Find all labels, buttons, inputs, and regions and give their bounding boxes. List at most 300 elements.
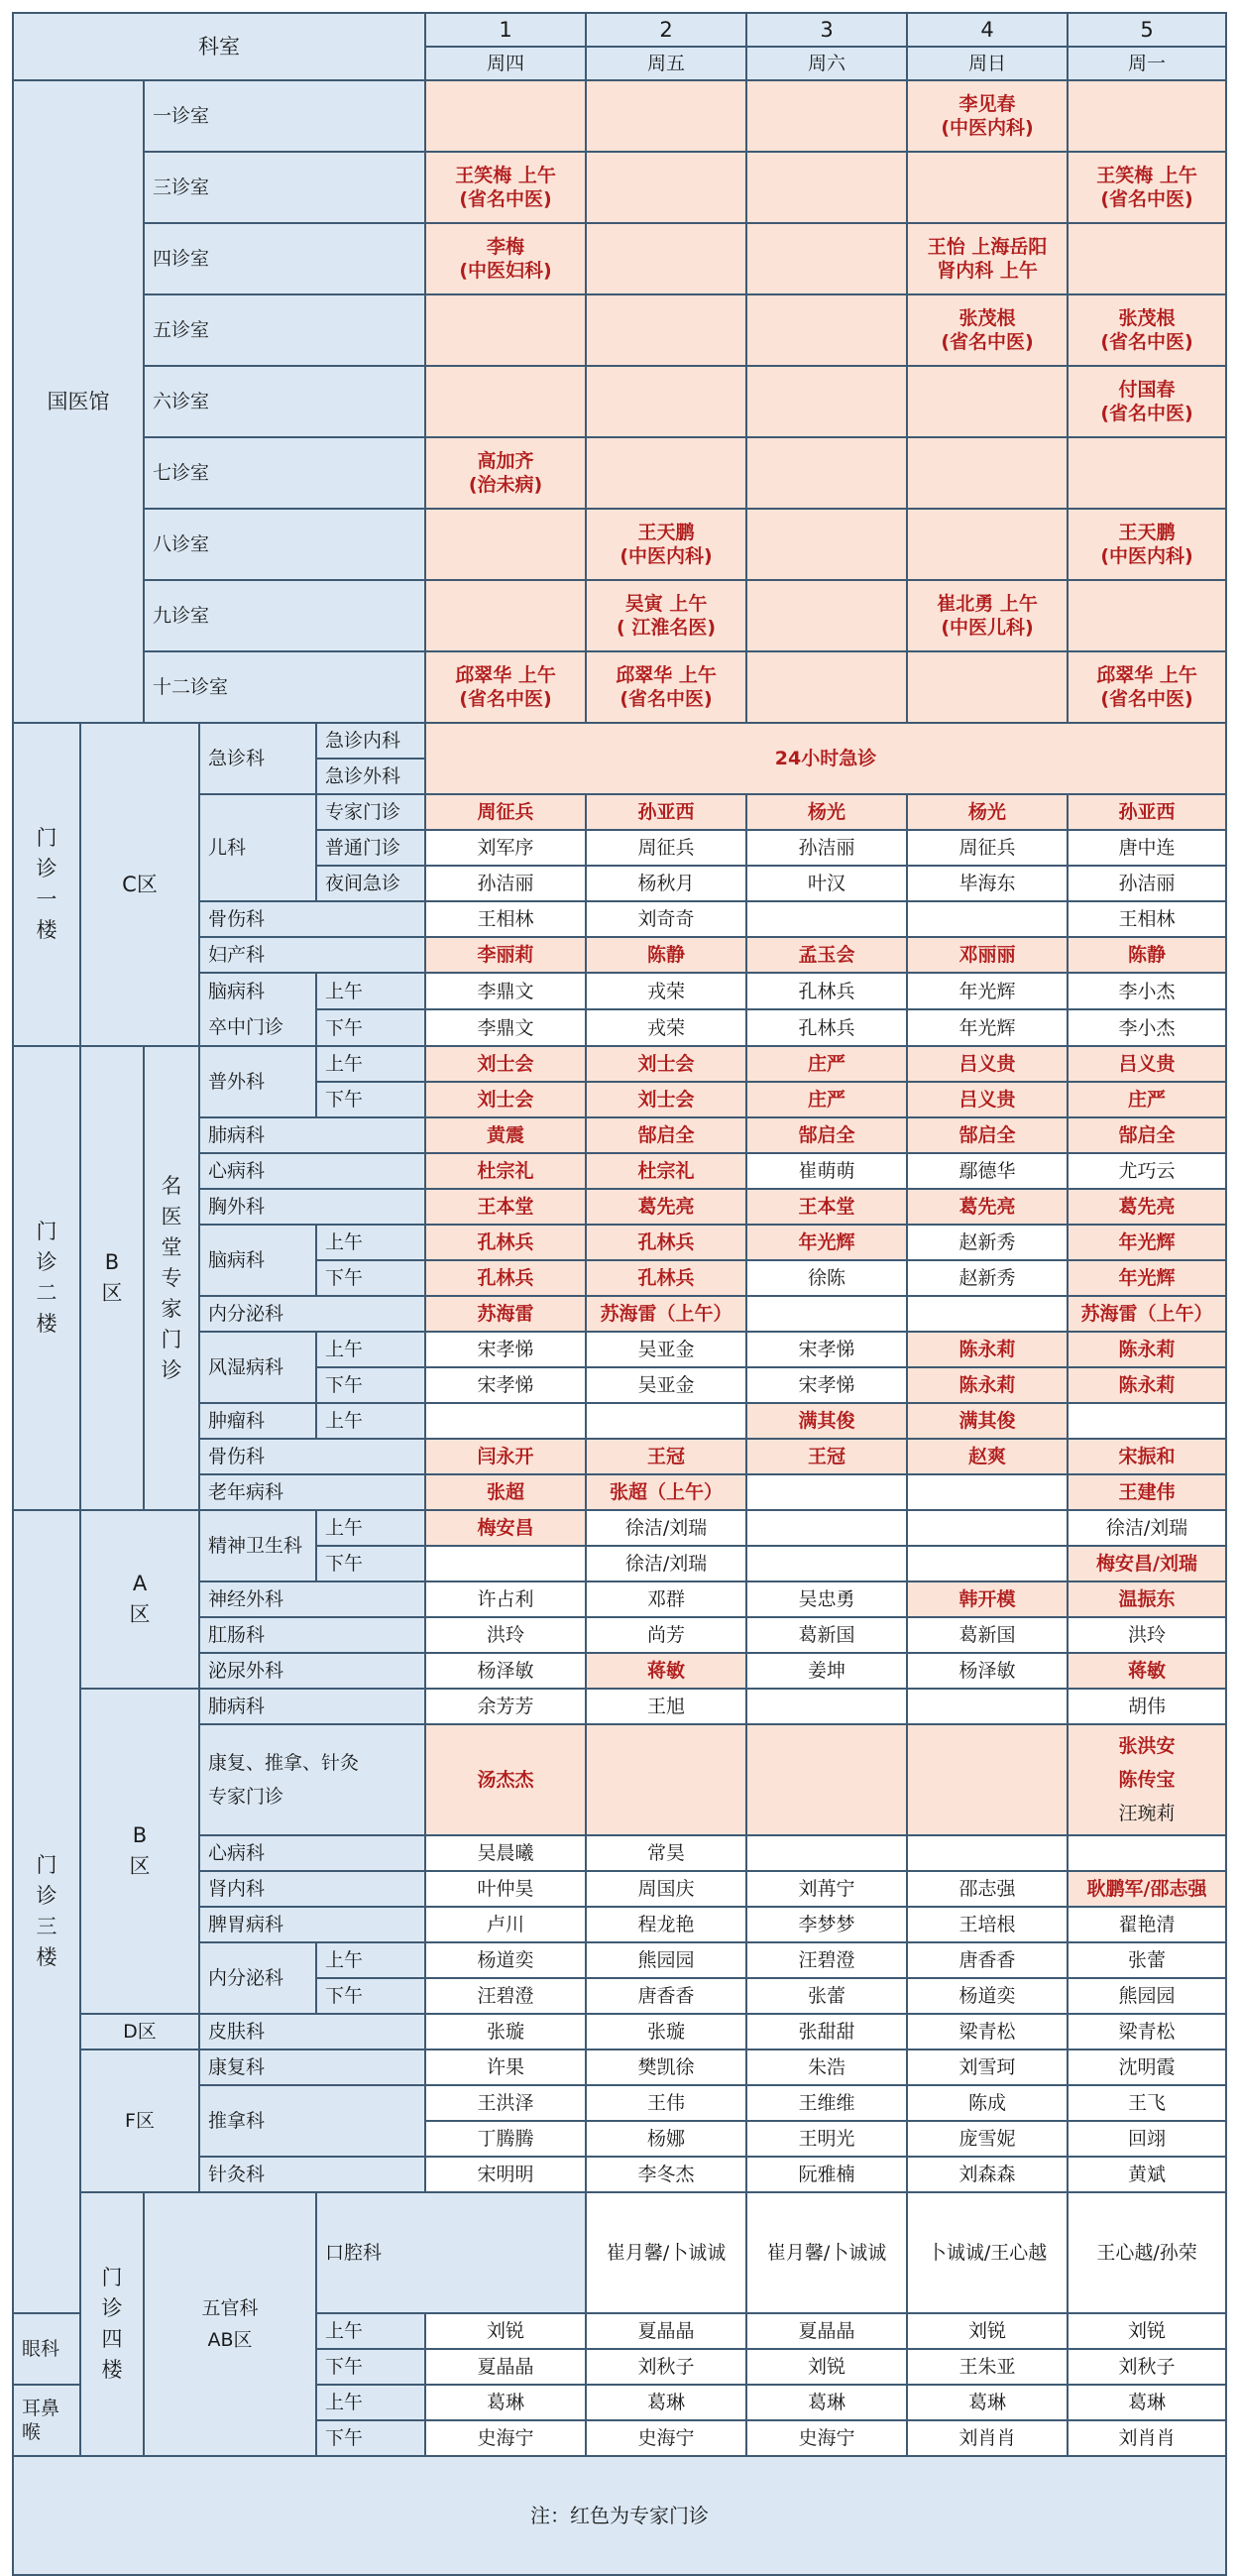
schedule-cell: 王心越/孙荣 <box>1068 2192 1226 2313</box>
schedule-cell: 尚芳 <box>586 1617 746 1653</box>
schedule-cell <box>907 901 1068 937</box>
schedule-cell: 刘士会 <box>586 1046 746 1082</box>
sub-label: 上午 <box>316 1046 425 1082</box>
room-label: 十二诊室 <box>144 651 425 723</box>
schedule-cell: 徐洁/刘瑞 <box>586 1546 746 1581</box>
schedule-cell <box>746 80 907 152</box>
zone-d-label: D区 <box>80 2014 199 2049</box>
schedule-cell: 葛新国 <box>907 1617 1068 1653</box>
sub-label: 下午 <box>316 1082 425 1117</box>
schedule-cell <box>746 1474 907 1510</box>
gyg-row <box>13 80 1226 152</box>
schedule-cell: 陈永莉 <box>1068 1332 1226 1367</box>
schedule-cell <box>1068 1403 1226 1439</box>
schedule-cell <box>907 152 1068 223</box>
schedule-cell: 常昊 <box>586 1835 746 1871</box>
gyg-row <box>13 437 1226 509</box>
room-label: 七诊室 <box>144 437 425 509</box>
schedule-cell: 唐中连 <box>1068 830 1226 866</box>
header-weekday: 周四 <box>425 47 586 80</box>
schedule-cell: 刘秋子 <box>586 2349 746 2385</box>
schedule-cell <box>907 1296 1068 1332</box>
schedule-cell: 毕海东 <box>907 866 1068 901</box>
schedule-cell: 满其俊 <box>746 1403 907 1439</box>
sub-label: 下午 <box>316 1009 425 1046</box>
sub-label: 上午 <box>316 1403 425 1439</box>
dept-label: 康复科 <box>199 2049 425 2085</box>
schedule-cell <box>425 366 586 437</box>
header-row-1 <box>13 13 1226 47</box>
schedule-cell <box>1068 1835 1226 1871</box>
schedule-cell <box>746 901 907 937</box>
schedule-cell: 王本堂 <box>425 1189 586 1225</box>
schedule-cell: 李鼎文 <box>425 973 586 1009</box>
dept-label: 针灸科 <box>199 2157 425 2192</box>
schedule-cell: 宋孝悌 <box>425 1332 586 1367</box>
schedule-cell: 王旭 <box>586 1689 746 1724</box>
schedule-cell <box>746 152 907 223</box>
dept-label: 眼科 <box>13 2313 80 2385</box>
dept-label: 普外科 <box>199 1046 316 1117</box>
schedule-cell: 宋孝悌 <box>746 1332 907 1367</box>
header-day: 1 <box>425 13 586 47</box>
header-day: 5 <box>1068 13 1226 47</box>
schedule-cell: 高加齐 (治未病) <box>425 437 586 509</box>
room-label: 四诊室 <box>144 223 425 294</box>
schedule-cell: 刘雪珂 <box>907 2049 1068 2085</box>
schedule-cell: 卢川 <box>425 1907 586 1942</box>
schedule-cell: 蒋敏 <box>1068 1653 1226 1689</box>
schedule-cell: 崔萌萌 <box>746 1153 907 1189</box>
schedule-cell: 史海宁 <box>746 2420 907 2456</box>
schedule-cell: 庄严 <box>746 1046 907 1082</box>
sub-label: 急诊内科 <box>316 723 425 759</box>
schedule-cell: 邵志强 <box>907 1871 1068 1907</box>
schedule-cell: 孔林兵 <box>586 1260 746 1296</box>
schedule-cell: 张蕾 <box>1068 1942 1226 1978</box>
schedule-cell: 沈明霞 <box>1068 2049 1226 2085</box>
header-weekday: 周日 <box>907 47 1068 80</box>
schedule-cell: 李见春 (中医内科) <box>907 80 1068 152</box>
mz1-row <box>13 723 1226 759</box>
schedule-cell: 杜宗礼 <box>586 1153 746 1189</box>
schedule-cell <box>746 1724 907 1835</box>
schedule-cell: 黄斌 <box>1068 2157 1226 2192</box>
schedule-cell: 宋孝悌 <box>746 1367 907 1403</box>
schedule-cell: 葛琳 <box>586 2385 746 2420</box>
schedule-cell: 陈永莉 <box>907 1332 1068 1367</box>
schedule-cell: 王冠 <box>586 1439 746 1474</box>
schedule-cell: 付国春 (省名中医) <box>1068 366 1226 437</box>
schedule-cell: 杨光 <box>746 794 907 830</box>
sub-label: 急诊外科 <box>316 759 425 794</box>
schedule-cell: 孙亚西 <box>586 794 746 830</box>
schedule-cell: 吴亚金 <box>586 1332 746 1367</box>
schedule-cell <box>1068 580 1226 651</box>
schedule-cell <box>586 366 746 437</box>
schedule-cell <box>746 294 907 366</box>
schedule-cell: 孔林兵 <box>586 1225 746 1260</box>
dept-label: 脑病科 <box>199 1225 316 1296</box>
schedule-cell: 王笑梅 上午 (省名中医) <box>425 152 586 223</box>
zone-b-label: B 区 <box>80 1046 144 1510</box>
sub-label: 上午 <box>316 1332 425 1367</box>
schedule-cell: 吕义贵 <box>907 1082 1068 1117</box>
sub-label: 下午 <box>316 2349 425 2385</box>
mz3-row <box>13 2049 1226 2085</box>
schedule-cell: 余芳芳 <box>425 1689 586 1724</box>
regular-name: 汪琬莉 <box>1118 1803 1176 1824</box>
header-day: 3 <box>746 13 907 47</box>
schedule-cell: 满其俊 <box>907 1403 1068 1439</box>
schedule-cell: 王天鹏 (中医内科) <box>1068 509 1226 580</box>
sub-label: 上午 <box>316 2385 425 2420</box>
schedule-cell <box>746 1689 907 1724</box>
schedule-cell: 姜坤 <box>746 1653 907 1689</box>
mz3-row <box>13 2014 1226 2049</box>
header-weekday: 周一 <box>1068 47 1226 80</box>
schedule-cell: 孔林兵 <box>425 1260 586 1296</box>
schedule-cell: 宋振和 <box>1068 1439 1226 1474</box>
schedule-cell: 庞雪妮 <box>907 2121 1068 2157</box>
floor-3-label: 门 诊 三 楼 <box>13 1510 80 2313</box>
schedule-table <box>12 12 1227 2576</box>
schedule-cell: 张超 <box>425 1474 586 1510</box>
schedule-cell <box>425 80 586 152</box>
schedule-cell: 杨道奕 <box>907 1978 1068 2014</box>
schedule-cell: 张甜甜 <box>746 2014 907 2049</box>
schedule-cell <box>1068 1724 1226 1835</box>
schedule-cell: 杨泽敏 <box>425 1653 586 1689</box>
dept-label: 皮肤科 <box>199 2014 425 2049</box>
schedule-cell: 孙亚西 <box>1068 794 1226 830</box>
schedule-cell: 刘锐 <box>425 2313 586 2349</box>
dept-label: 心病科 <box>199 1153 425 1189</box>
schedule-cell: 张茂根 (省名中医) <box>907 294 1068 366</box>
dept-label: 风湿病科 <box>199 1332 316 1403</box>
schedule-cell: 葛琳 <box>425 2385 586 2420</box>
schedule-cell <box>907 437 1068 509</box>
schedule-cell <box>586 1403 746 1439</box>
dept-label: 内分泌科 <box>199 1296 425 1332</box>
schedule-cell: 郜启全 <box>746 1117 907 1153</box>
schedule-cell: 程龙艳 <box>586 1907 746 1942</box>
schedule-cell: 周征兵 <box>907 830 1068 866</box>
sub-label: 上午 <box>316 973 425 1009</box>
schedule-cell: 张超（上午） <box>586 1474 746 1510</box>
schedule-cell: 梅安昌 <box>425 1510 586 1546</box>
schedule-cell: 鄢德华 <box>907 1153 1068 1189</box>
schedule-cell: 汪碧澄 <box>746 1942 907 1978</box>
schedule-cell: 邱翠华 上午 (省名中医) <box>425 651 586 723</box>
gyg-row <box>13 580 1226 651</box>
dept-label: 胸外科 <box>199 1189 425 1225</box>
emergency-cell: 24小时急诊 <box>425 723 1226 794</box>
schedule-cell: 吕义贵 <box>1068 1046 1226 1082</box>
schedule-cell: 唐香香 <box>586 1978 746 2014</box>
schedule-cell: 孟玉会 <box>746 937 907 973</box>
famous-doctor-hall-label: 名 医 堂 专 家 门 诊 <box>144 1046 199 1510</box>
schedule-cell: 熊园园 <box>1068 1978 1226 2014</box>
gyg-row <box>13 651 1226 723</box>
schedule-cell: 崔北勇 上午 (中医儿科) <box>907 580 1068 651</box>
schedule-cell: 史海宁 <box>425 2420 586 2456</box>
schedule-cell <box>746 1546 907 1581</box>
dept-label: 肿瘤科 <box>199 1403 316 1439</box>
dept-label: 神经外科 <box>199 1581 425 1617</box>
schedule-cell <box>907 651 1068 723</box>
schedule-cell: 王相林 <box>425 901 586 937</box>
schedule-cell: 回翊 <box>1068 2121 1226 2157</box>
schedule-cell: 刘奇奇 <box>586 901 746 937</box>
sub-label: 专家门诊 <box>316 794 425 830</box>
schedule-cell: 杨光 <box>907 794 1068 830</box>
schedule-cell: 朱浩 <box>746 2049 907 2085</box>
schedule-cell: 陈静 <box>1068 937 1226 973</box>
schedule-cell: 李丽莉 <box>425 937 586 973</box>
schedule-cell: 夏晶晶 <box>586 2313 746 2349</box>
schedule-cell: 夏晶晶 <box>746 2313 907 2349</box>
dept-label: 脾胃病科 <box>199 1907 425 1942</box>
section-gyg: 国医馆 <box>13 80 144 723</box>
schedule-cell: 唐香香 <box>907 1942 1068 1978</box>
schedule-cell: 张蕾 <box>746 1978 907 2014</box>
schedule-cell: 王怡 上海岳阳 肾内科 上午 <box>907 223 1068 294</box>
schedule-cell <box>586 437 746 509</box>
schedule-cell: 吴亚金 <box>586 1367 746 1403</box>
dept-label: 泌尿外科 <box>199 1653 425 1689</box>
schedule-cell: 韩开模 <box>907 1581 1068 1617</box>
zone-a-label: A 区 <box>80 1510 199 1689</box>
schedule-cell: 蒋敏 <box>586 1653 746 1689</box>
schedule-cell: 汤杰杰 <box>425 1724 586 1835</box>
schedule-cell: 刘苒宁 <box>746 1871 907 1907</box>
schedule-cell: 年光辉 <box>907 973 1068 1009</box>
header-day: 4 <box>907 13 1068 47</box>
schedule-cell: 李冬杰 <box>586 2157 746 2192</box>
mz2-row <box>13 1046 1226 1082</box>
floor-4-label: 门 诊 四 楼 <box>80 2192 144 2456</box>
schedule-cell: 王建伟 <box>1068 1474 1226 1510</box>
schedule-cell: 徐洁/刘瑞 <box>1068 1510 1226 1546</box>
dept-label: 心病科 <box>199 1835 425 1871</box>
schedule-cell <box>907 366 1068 437</box>
schedule-cell: 耿鹏军/邵志强 <box>1068 1871 1226 1907</box>
footer-row <box>13 2456 1226 2575</box>
schedule-cell: 杨道奕 <box>425 1942 586 1978</box>
schedule-cell: 葛琳 <box>746 2385 907 2420</box>
room-label: 五诊室 <box>144 294 425 366</box>
schedule-cell: 梁青松 <box>1068 2014 1226 2049</box>
sub-label: 上午 <box>316 1225 425 1260</box>
dept-label: 肾内科 <box>199 1871 425 1907</box>
dept-label: 内分泌科 <box>199 1942 316 2014</box>
schedule-cell: 汪碧澄 <box>425 1978 586 2014</box>
gyg-row <box>13 509 1226 580</box>
schedule-cell: 苏海雷（上午） <box>1068 1296 1226 1332</box>
schedule-cell: 许果 <box>425 2049 586 2085</box>
schedule-cell: 胡伟 <box>1068 1689 1226 1724</box>
dept-label: 老年病科 <box>199 1474 425 1510</box>
schedule-cell <box>907 1546 1068 1581</box>
schedule-cell: 邓群 <box>586 1581 746 1617</box>
room-label: 一诊室 <box>144 80 425 152</box>
room-label: 八诊室 <box>144 509 425 580</box>
schedule-cell: 吕义贵 <box>907 1046 1068 1082</box>
room-label: 九诊室 <box>144 580 425 651</box>
schedule-cell <box>907 1724 1068 1835</box>
schedule-cell: 王本堂 <box>746 1189 907 1225</box>
dept-label: 耳鼻喉 <box>13 2385 80 2456</box>
schedule-cell: 年光辉 <box>746 1225 907 1260</box>
schedule-cell <box>907 1835 1068 1871</box>
schedule-cell <box>746 1296 907 1332</box>
schedule-cell <box>746 223 907 294</box>
schedule-cell: 刘锐 <box>1068 2313 1226 2349</box>
room-label: 三诊室 <box>144 152 425 223</box>
dept-label: 口腔科 <box>316 2192 586 2313</box>
gyg-row <box>13 152 1226 223</box>
schedule-cell: 王伟 <box>586 2085 746 2121</box>
schedule-cell <box>746 1510 907 1546</box>
schedule-cell: 温振东 <box>1068 1581 1226 1617</box>
schedule-cell: 孙洁丽 <box>1068 866 1226 901</box>
schedule-cell: 周征兵 <box>586 830 746 866</box>
expert-names: 张洪安 陈传宝 <box>1118 1735 1176 1791</box>
schedule-cell: 葛琳 <box>1068 2385 1226 2420</box>
schedule-cell: 邱翠华 上午 (省名中医) <box>586 651 746 723</box>
schedule-cell: 葛先亮 <box>586 1189 746 1225</box>
schedule-cell <box>746 651 907 723</box>
schedule-cell: 梁青松 <box>907 2014 1068 2049</box>
schedule-cell: 赵爽 <box>907 1439 1068 1474</box>
schedule-cell: 洪玲 <box>425 1617 586 1653</box>
schedule-cell: 王洪泽 <box>425 2085 586 2121</box>
schedule-cell: 庄严 <box>1068 1082 1226 1117</box>
schedule-cell: 樊凯徐 <box>586 2049 746 2085</box>
schedule-cell <box>907 1689 1068 1724</box>
schedule-cell: 王笑梅 上午 (省名中医) <box>1068 152 1226 223</box>
dept-label: 骨伤科 <box>199 901 425 937</box>
schedule-cell: 熊园园 <box>586 1942 746 1978</box>
schedule-cell: 赵新秀 <box>907 1260 1068 1296</box>
schedule-cell <box>1068 437 1226 509</box>
schedule-cell: 王培根 <box>907 1907 1068 1942</box>
dept-label: 肺病科 <box>199 1689 425 1724</box>
schedule-cell: 洪玲 <box>1068 1617 1226 1653</box>
schedule-cell: 刘秋子 <box>1068 2349 1226 2385</box>
schedule-cell <box>586 1724 746 1835</box>
schedule-cell: 徐洁/刘瑞 <box>586 1510 746 1546</box>
schedule-cell: 王冠 <box>746 1439 907 1474</box>
dept-label: 儿科 <box>199 794 316 901</box>
schedule-cell: 史海宁 <box>586 2420 746 2456</box>
schedule-cell: 夏晶晶 <box>425 2349 586 2385</box>
schedule-cell: 李小杰 <box>1068 973 1226 1009</box>
schedule-cell: 杜宗礼 <box>425 1153 586 1189</box>
schedule-cell: 郜启全 <box>586 1117 746 1153</box>
zone-c-label: C区 <box>80 723 199 1046</box>
schedule-cell: 刘士会 <box>425 1046 586 1082</box>
schedule-cell: 年光辉 <box>1068 1260 1226 1296</box>
sub-label: 下午 <box>316 1260 425 1296</box>
schedule-cell: 戎荣 <box>586 973 746 1009</box>
sub-label: 普通门诊 <box>316 830 425 866</box>
schedule-cell: 吴寅 上午 ( 江淮名医) <box>586 580 746 651</box>
schedule-cell: 刘士会 <box>425 1082 586 1117</box>
schedule-cell: 孙洁丽 <box>746 830 907 866</box>
schedule-cell: 邓丽丽 <box>907 937 1068 973</box>
schedule-cell: 刘锐 <box>746 2349 907 2385</box>
sub-label: 下午 <box>316 1367 425 1403</box>
schedule-cell: 王相林 <box>1068 901 1226 937</box>
schedule-cell: 陈成 <box>907 2085 1068 2121</box>
schedule-cell: 刘肖肖 <box>1068 2420 1226 2456</box>
schedule-cell: 年光辉 <box>907 1009 1068 1046</box>
schedule-cell: 李梅 (中医妇科) <box>425 223 586 294</box>
schedule-cell <box>586 223 746 294</box>
schedule-cell: 王维维 <box>746 2085 907 2121</box>
schedule-cell: 李小杰 <box>1068 1009 1226 1046</box>
schedule-cell: 赵新秀 <box>907 1225 1068 1260</box>
schedule-cell: 阮雅楠 <box>746 2157 907 2192</box>
schedule-cell: 刘士会 <box>586 1082 746 1117</box>
schedule-cell: 刘军序 <box>425 830 586 866</box>
zone-f-label: F区 <box>80 2049 199 2192</box>
schedule-cell: 王明光 <box>746 2121 907 2157</box>
header-day: 2 <box>586 13 746 47</box>
schedule-cell: 葛先亮 <box>907 1189 1068 1225</box>
schedule-cell <box>425 1546 586 1581</box>
schedule-cell <box>586 294 746 366</box>
dept-label: 脑病科 卒中门诊 <box>199 973 316 1046</box>
schedule-cell: 邱翠华 上午 (省名中医) <box>1068 651 1226 723</box>
schedule-cell <box>425 294 586 366</box>
dept-label: 肛肠科 <box>199 1617 425 1653</box>
schedule-cell <box>907 1510 1068 1546</box>
schedule-cell: 苏海雷（上午） <box>586 1296 746 1332</box>
schedule-cell: 梅安昌/刘瑞 <box>1068 1546 1226 1581</box>
schedule-cell: 宋明明 <box>425 2157 586 2192</box>
schedule-cell: 刘锐 <box>907 2313 1068 2349</box>
mz3-row <box>13 1510 1226 1546</box>
gyg-row <box>13 366 1226 437</box>
schedule-cell <box>746 509 907 580</box>
floor-2-label: 门 诊 二 楼 <box>13 1046 80 1510</box>
schedule-cell: 吴忠勇 <box>746 1581 907 1617</box>
footer-note: 注：红色为专家门诊 <box>13 2456 1226 2575</box>
dept-label: 推拿科 <box>199 2085 425 2157</box>
schedule-cell: 杨秋月 <box>586 866 746 901</box>
sub-label: 上午 <box>316 1510 425 1546</box>
sub-label: 下午 <box>316 2420 425 2456</box>
schedule-cell: 周征兵 <box>425 794 586 830</box>
schedule-cell <box>746 366 907 437</box>
schedule-cell <box>1068 223 1226 294</box>
schedule-cell: 翟艳清 <box>1068 1907 1226 1942</box>
floor-1-label: 门 诊 一 楼 <box>13 723 80 1046</box>
schedule-cell: 吴晨曦 <box>425 1835 586 1871</box>
schedule-cell <box>586 80 746 152</box>
schedule-cell: 叶汉 <box>746 866 907 901</box>
header-weekday: 周六 <box>746 47 907 80</box>
gyg-row <box>13 223 1226 294</box>
schedule-cell: 年光辉 <box>1068 1225 1226 1260</box>
header-weekday: 周五 <box>586 47 746 80</box>
schedule-cell <box>586 152 746 223</box>
dept-label: 妇产科 <box>199 937 425 973</box>
schedule-cell: 张璇 <box>425 2014 586 2049</box>
